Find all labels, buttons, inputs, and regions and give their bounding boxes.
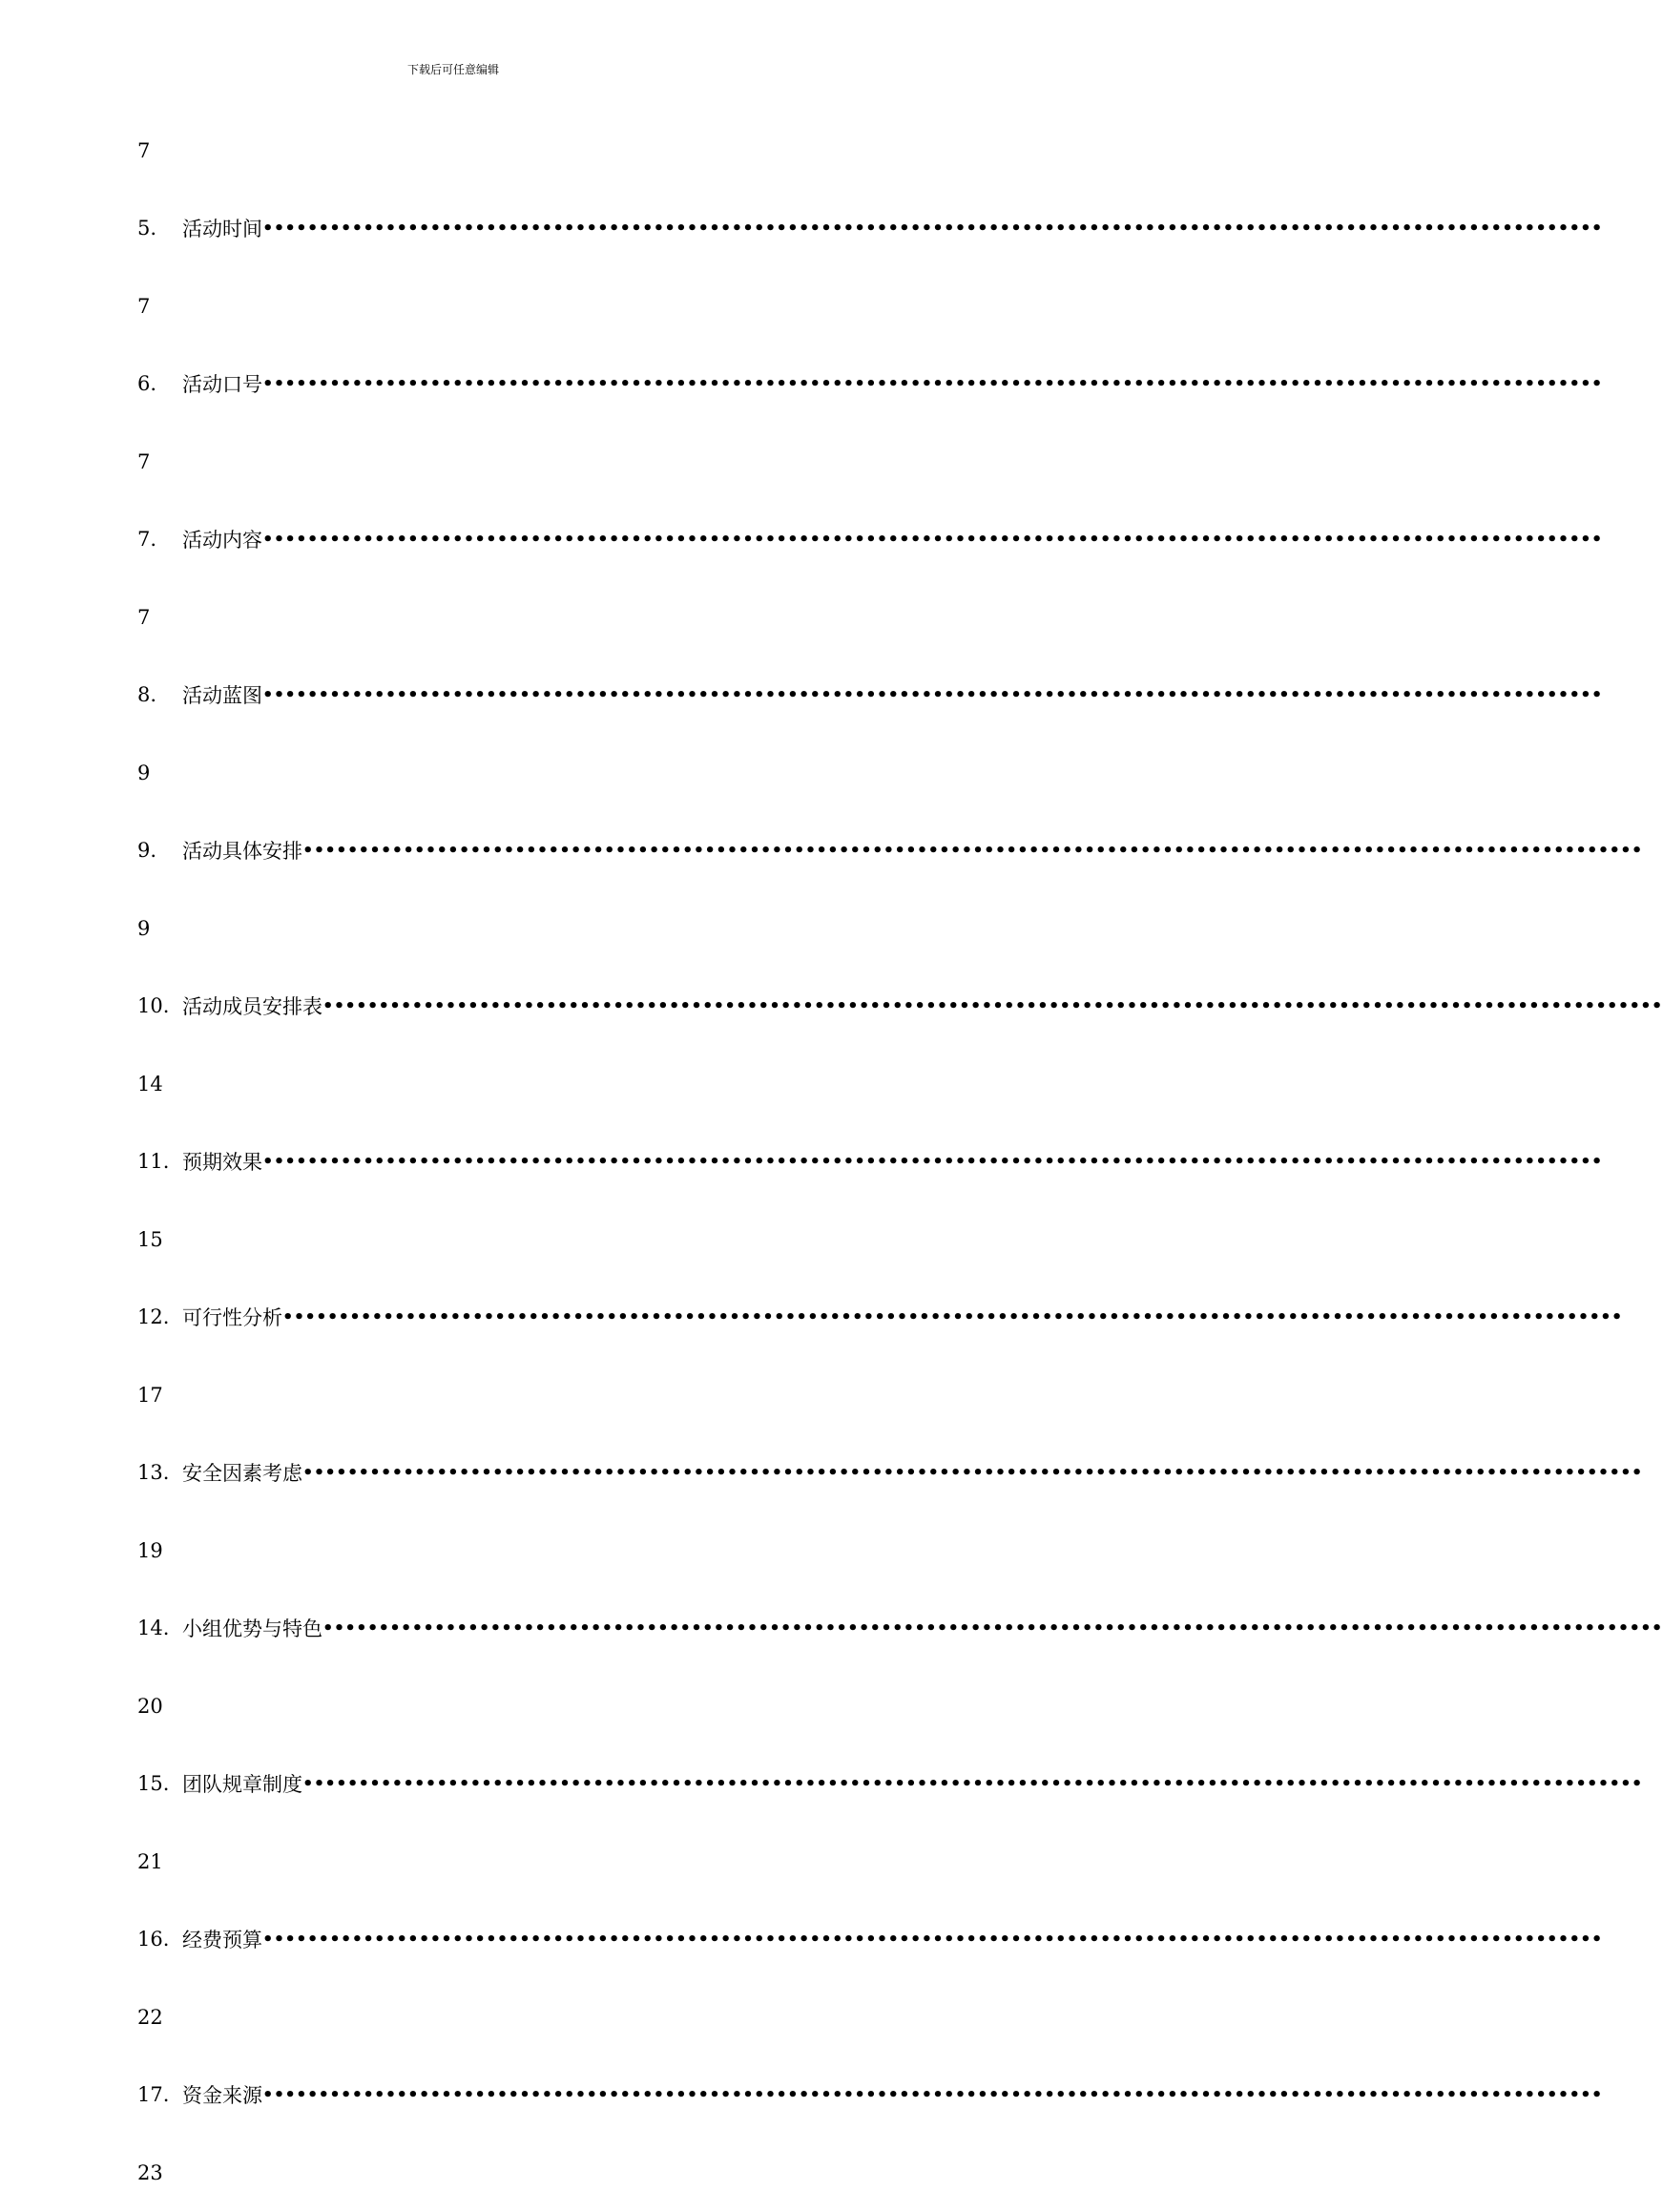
toc-entry-number: 9. <box>137 839 157 863</box>
toc-entry-title: 安全因素考虑 <box>182 1462 302 1486</box>
toc-entry-title: 经费预算 <box>182 1929 262 1952</box>
toc-entry-number: 7. <box>137 528 157 552</box>
toc-page-number-text: 7 <box>137 294 151 318</box>
dot-leader: •••••••••••••••••••••••••••••••••••••••••••••••••••••••••••••••••••••••••••••••••••••••••••••••••••••••••••••••••••••••• <box>302 1462 1643 1483</box>
toc-entry-title: 预期效果 <box>182 1151 262 1175</box>
toc-entry-number: 14. <box>137 1617 170 1640</box>
toc-entry[interactable] <box>137 812 1643 890</box>
toc-page-number <box>137 1356 769 1434</box>
toc-page-number <box>137 1978 769 2056</box>
toc-entry-number: 8. <box>137 683 157 707</box>
dot-leader: •••••••••••••••••••••••••••••••••••••••••••••••••••••••••••••••••••••••••••••••••••••••••••••••••••••••••••••••••••••••• <box>302 840 1643 861</box>
toc-entry-title: 小组优势与特色 <box>182 1617 322 1641</box>
toc-page-number-text: 23 <box>137 2160 163 2184</box>
toc-entry-number: 10. <box>137 994 170 1018</box>
toc-page-number-text: 9 <box>137 761 151 784</box>
dot-leader: •••••••••••••••••••••••••••••••••••••••••••••••••••••••••••••••••••••••••••••••••••••••••••••••••••••••••••••••••••••••• <box>302 1773 1643 1794</box>
toc-page-number-text: 14 <box>137 1072 163 1096</box>
dot-leader: •••••••••••••••••••••••••••••••••••••••••••••••••••••••••••••••••••••••••••••••••••••••••••••••••••••••••••••••••••••••• <box>262 373 1603 394</box>
toc-entry-number: 5. <box>137 217 157 240</box>
dot-leader: •••••••••••••••••••••••••••••••••••••••••••••••••••••••••••••••••••••••••••••••••••••••••••••••••••••••••••••••••••••••• <box>262 2084 1603 2105</box>
toc-page-number <box>137 112 769 190</box>
toc-page-number-text: 9 <box>137 916 151 940</box>
toc-entry[interactable] <box>137 657 1603 735</box>
toc-entry-number: 11. <box>137 1150 170 1174</box>
dot-leader: •••••••••••••••••••••••••••••••••••••••••••••••••••••••••••••••••••••••••••••••••••••••••••••••••••••••••••••••••••••••• <box>262 218 1603 239</box>
dot-leader: •••••••••••••••••••••••••••••••••••••••••••••••••••••••••••••••••••••••••••••••••••••••••••••••••••••••••••••••••••••••• <box>262 1929 1603 1950</box>
toc-page-number <box>137 1667 769 1745</box>
toc-page-number-text: 21 <box>137 1849 163 1873</box>
toc-page-number-text: 7 <box>137 449 151 473</box>
toc-page-number <box>137 423 769 501</box>
toc-page-number <box>137 1200 769 1279</box>
toc-entry[interactable] <box>137 501 1603 579</box>
table-of-contents <box>137 112 1663 2212</box>
toc-entry-number: 12. <box>137 1305 170 1329</box>
page-header: 下载后可任意编辑 <box>406 63 499 76</box>
toc-entry-title: 活动口号 <box>182 373 262 397</box>
dot-leader: •••••••••••••••••••••••••••••••••••••••••••••••••••••••••••••••••••••••••••••••••••••••••••••••••••••••••••••••••••••••• <box>262 1151 1603 1172</box>
toc-entry[interactable] <box>137 190 1603 268</box>
toc-page-number <box>137 578 769 657</box>
toc-entry[interactable] <box>137 1745 1643 1824</box>
toc-entry[interactable] <box>137 1901 1603 1979</box>
toc-page-number-text: 7 <box>137 138 151 162</box>
dot-leader: •••••••••••••••••••••••••••••••••••••••••••••••••••••••••••••••••••••••••••••••••••••••••••••••••••••••••••••••••••••••• <box>322 1617 1663 1638</box>
toc-page-number <box>137 1045 769 1123</box>
toc-page-number-text: 22 <box>137 2005 163 2029</box>
toc-page-number-text: 7 <box>137 605 151 629</box>
toc-entry-number: 16. <box>137 1928 170 1951</box>
toc-entry-title: 活动内容 <box>182 529 262 553</box>
toc-page-number <box>137 2134 769 2212</box>
toc-entry-number: 13. <box>137 1461 170 1485</box>
toc-page-number-text: 20 <box>137 1694 163 1718</box>
toc-entry[interactable] <box>137 1279 1623 1357</box>
toc-entry[interactable] <box>137 345 1603 424</box>
toc-page-number <box>137 889 769 968</box>
toc-entry-title: 活动时间 <box>182 218 262 241</box>
toc-entry-title: 活动具体安排 <box>182 840 302 864</box>
toc-page-number <box>137 1823 769 1901</box>
toc-entry[interactable] <box>137 2056 1603 2135</box>
toc-page-number <box>137 267 769 345</box>
toc-page-number-text: 17 <box>137 1383 163 1407</box>
toc-entry[interactable] <box>137 1123 1603 1201</box>
dot-leader: •••••••••••••••••••••••••••••••••••••••••••••••••••••••••••••••••••••••••••••••••••••••••••••••••••••••••••••••••••••••• <box>282 1306 1623 1327</box>
toc-entry-title: 活动成员安排表 <box>182 995 322 1019</box>
toc-entry-title: 团队规章制度 <box>182 1773 302 1797</box>
toc-page-number <box>137 734 769 812</box>
toc-entry[interactable] <box>137 1590 1663 1668</box>
toc-entry-number: 17. <box>137 2083 170 2107</box>
dot-leader: •••••••••••••••••••••••••••••••••••••••••••••••••••••••••••••••••••••••••••••••••••••••••••••••••••••••••••••••••••••••• <box>262 684 1603 705</box>
toc-entry-title: 资金来源 <box>182 2084 262 2108</box>
toc-page-number-text: 19 <box>137 1538 163 1562</box>
toc-page-number-text: 15 <box>137 1227 163 1251</box>
toc-entry-number: 15. <box>137 1772 170 1796</box>
toc-entry-title: 可行性分析 <box>182 1306 282 1330</box>
toc-entry-title: 活动蓝图 <box>182 684 262 708</box>
toc-entry-number: 6. <box>137 372 157 396</box>
dot-leader: •••••••••••••••••••••••••••••••••••••••••••••••••••••••••••••••••••••••••••••••••••••••••••••••••••••••••••••••••••••••• <box>262 529 1603 550</box>
toc-page-number <box>137 1512 769 1590</box>
toc-entry[interactable] <box>137 1434 1643 1513</box>
toc-entry[interactable] <box>137 968 1663 1046</box>
dot-leader: •••••••••••••••••••••••••••••••••••••••••••••••••••••••••••••••••••••••••••••••••••••••••••••••••••••••••••••••••••••••• <box>322 995 1663 1016</box>
